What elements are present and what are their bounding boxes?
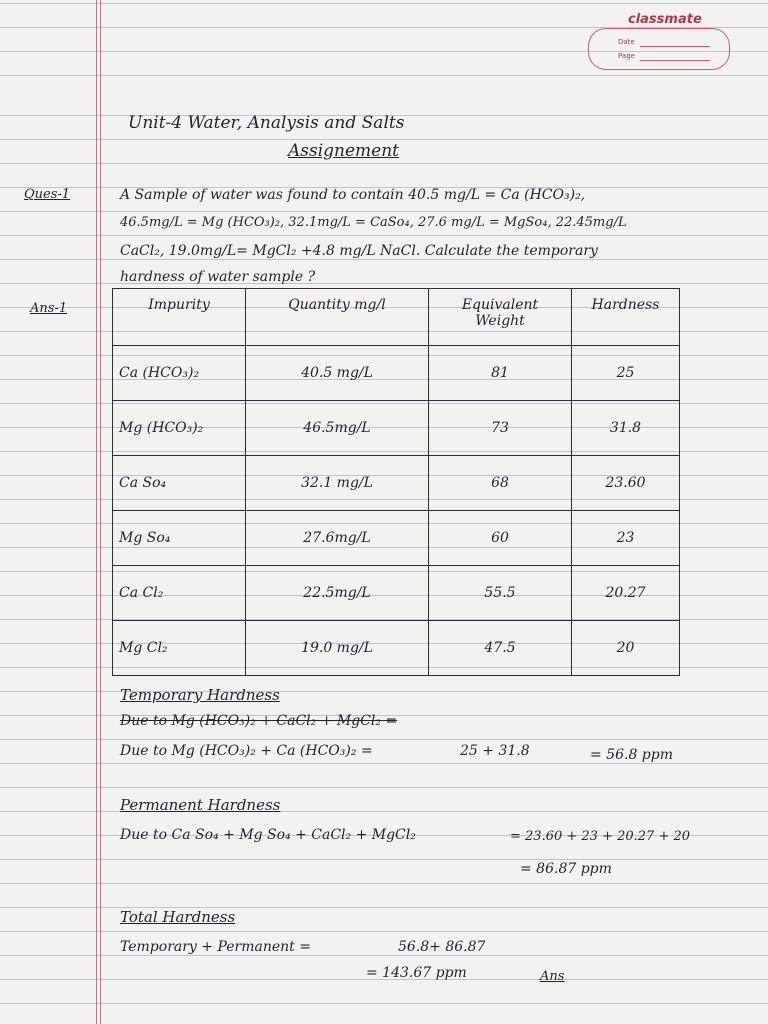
- table-row: [113, 621, 680, 676]
- permanent-line: Due to Ca So₄ + Mg So₄ + CaCl₂ + MgCl₂: [120, 827, 416, 843]
- date-rule: [640, 46, 710, 47]
- temporary-result: = 56.8 ppm: [590, 747, 674, 763]
- cell-equivalent-weight: 47.5: [429, 621, 572, 676]
- cell-equivalent-weight: 55.5: [429, 566, 572, 621]
- question-line-2: 46.5mg/L = Mg (HCO₃)₂, 32.1mg/L = CaSo₄, 27.6 mg/L = MgSo₄, 22.45mg/L: [120, 215, 627, 230]
- total-result: = 143.67 ppm: [366, 965, 467, 981]
- cell-impurity: Mg Cl₂: [113, 621, 246, 676]
- cell-quantity: 46.5mg/L: [246, 401, 429, 456]
- cell-hardness: 25: [572, 346, 680, 401]
- cell-equivalent-weight: 73: [429, 401, 572, 456]
- permanent-heading: Permanent Hardness: [120, 796, 281, 814]
- cell-impurity: Ca So₄: [113, 456, 246, 511]
- cell-quantity: 40.5 mg/L: [246, 346, 429, 401]
- answer-label: Ans-1: [30, 301, 68, 316]
- header-equivalent-weight: Equivalent Weight: [429, 289, 572, 346]
- page-rule: [640, 60, 710, 61]
- permanent-expression: = 23.60 + 23 + 20.27 + 20: [510, 829, 691, 844]
- total-line: Temporary + Permanent =: [120, 939, 311, 955]
- brand-logo: classmate: [628, 12, 702, 27]
- table-header-row: [113, 289, 680, 346]
- temporary-struck-line: Due to Mg (HCO₃)₂ + CaCl₂ + MgCl₂ =: [120, 713, 398, 729]
- cell-hardness: 23.60: [572, 456, 680, 511]
- answer-mark: Ans: [540, 969, 565, 984]
- table-row: [113, 566, 680, 621]
- header-quantity: Quantity mg/l: [246, 289, 429, 346]
- margin-line-right: [100, 0, 101, 1024]
- cell-hardness: 20: [572, 621, 680, 676]
- header-impurity: Impurity: [113, 289, 246, 346]
- table-row: [113, 511, 680, 566]
- table-row: [113, 401, 680, 456]
- cell-impurity: Ca (HCO₃)₂: [113, 346, 246, 401]
- header-hardness: Hardness: [572, 289, 680, 346]
- cell-quantity: 22.5mg/L: [246, 566, 429, 621]
- cell-quantity: 32.1 mg/L: [246, 456, 429, 511]
- page-label: Page: [618, 52, 635, 60]
- page-subtitle: Assignement: [288, 141, 400, 161]
- table-row: [113, 346, 680, 401]
- page-title: Unit-4 Water, Analysis and Salts: [128, 113, 405, 133]
- temporary-heading: Temporary Hardness: [120, 686, 280, 704]
- permanent-result: = 86.87 ppm: [520, 861, 612, 877]
- cell-quantity: 27.6mg/L: [246, 511, 429, 566]
- question-line-1: A Sample of water was found to contain 40.5 mg/L = Ca (HCO₃)₂,: [120, 187, 586, 203]
- total-heading: Total Hardness: [120, 908, 236, 926]
- cell-impurity: Mg (HCO₃)₂: [113, 401, 246, 456]
- cell-hardness: 23: [572, 511, 680, 566]
- cell-impurity: Ca Cl₂: [113, 566, 246, 621]
- temporary-line: Due to Mg (HCO₃)₂ + Ca (HCO₃)₂ =: [120, 743, 373, 759]
- date-label: Date: [618, 38, 635, 46]
- cell-hardness: 31.8: [572, 401, 680, 456]
- cell-equivalent-weight: 81: [429, 346, 572, 401]
- question-line-4: hardness of water sample ?: [120, 269, 316, 285]
- cell-quantity: 19.0 mg/L: [246, 621, 429, 676]
- cell-impurity: Mg So₄: [113, 511, 246, 566]
- cell-hardness: 20.27: [572, 566, 680, 621]
- temporary-expression: 25 + 31.8: [460, 743, 530, 759]
- question-label: Ques-1: [24, 187, 71, 202]
- date-page-box: [588, 28, 730, 70]
- table-row: [113, 456, 680, 511]
- cell-equivalent-weight: 68: [429, 456, 572, 511]
- total-expression: 56.8+ 86.87: [398, 939, 486, 955]
- hardness-table: [112, 288, 680, 676]
- margin-line-left: [96, 0, 97, 1024]
- cell-equivalent-weight: 60: [429, 511, 572, 566]
- question-line-3: CaCl₂, 19.0mg/L= MgCl₂ +4.8 mg/L NaCl. Calculate the temporary: [120, 243, 598, 259]
